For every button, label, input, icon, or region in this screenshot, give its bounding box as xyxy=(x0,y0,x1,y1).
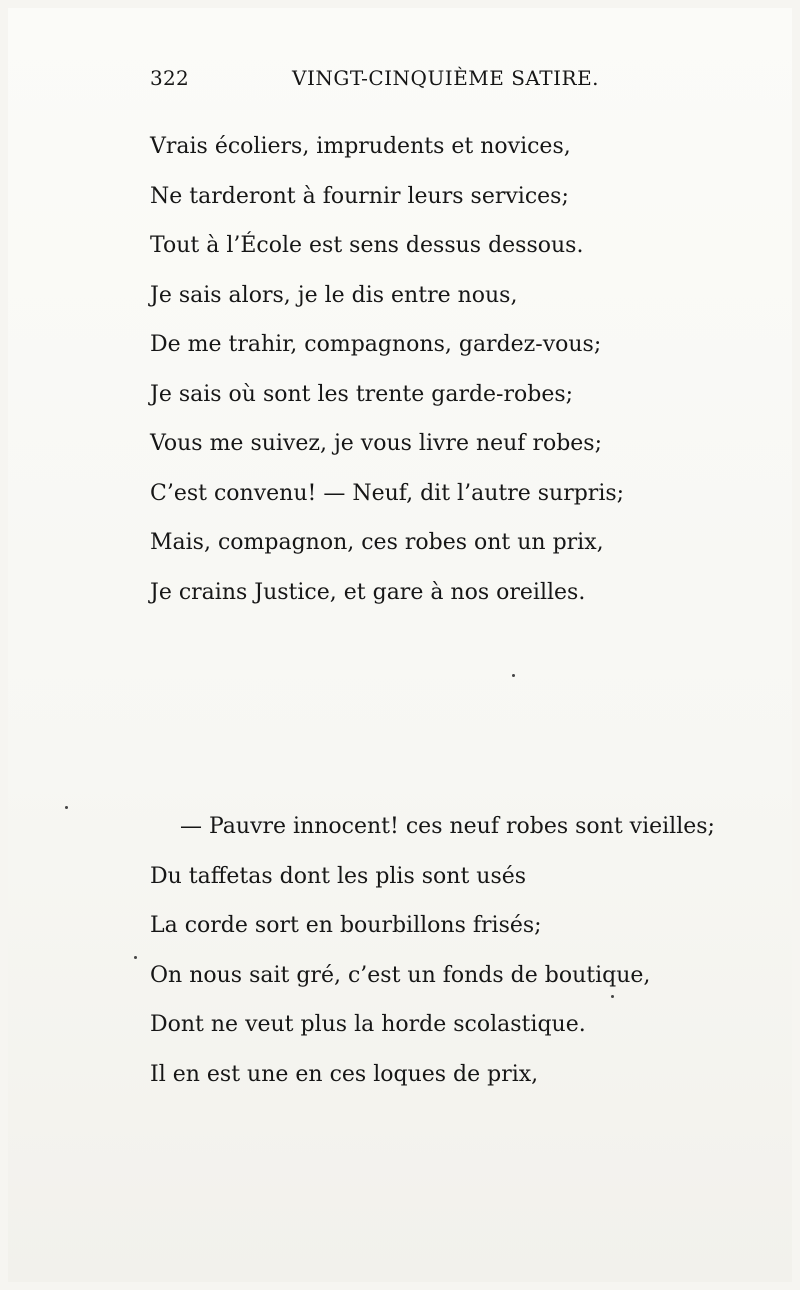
verse-line: De me trahir, compagnons, gardez-vous; xyxy=(150,332,602,357)
verse-line: Il en est une en ces loques de prix, xyxy=(150,1061,539,1087)
verse-line: Ne tarderont à fournir leurs services; xyxy=(150,183,569,209)
verse-line: Je sais où sont les trente garde-robes; xyxy=(150,381,574,407)
verse-line: La corde sort en bourbillons frisés; xyxy=(150,913,542,938)
ink-speck xyxy=(65,806,68,809)
verse-line: Du taffetas dont les plis sont usés xyxy=(150,863,527,889)
stanza-1 xyxy=(150,122,670,617)
verse-line: Dont ne veut plus la horde scolastique. xyxy=(150,1012,586,1037)
stanza-2 xyxy=(150,802,715,1099)
verse-line: Tout à l’École est sens dessus dessous. xyxy=(150,233,584,258)
page-number: 322 xyxy=(150,66,190,90)
running-title: VINGT-CINQUIÈME SATIRE. xyxy=(292,66,600,90)
verse-line: — Pauvre innocent! ces neuf robes sont vieilles; xyxy=(180,814,715,839)
page-header xyxy=(150,66,620,100)
ink-speck xyxy=(134,956,137,959)
ink-speck xyxy=(512,674,515,677)
verse-line: Vrais écoliers, imprudents et novices, xyxy=(150,134,571,159)
verse-line: Je crains Justice, et gare à nos oreilles. xyxy=(150,579,586,605)
verse-line: Vous me suivez, je vous livre neuf robes; xyxy=(150,431,603,456)
ink-speck xyxy=(611,995,614,998)
verse-line: C’est convenu! — Neuf, dit l’autre surpris; xyxy=(150,480,625,506)
book-page xyxy=(8,8,792,1282)
verse-line: Je sais alors, je le dis entre nous, xyxy=(150,282,518,308)
verse-line: On nous sait gré, c’est un fonds de boutique, xyxy=(150,962,651,988)
verse-line: Mais, compagnon, ces robes ont un prix, xyxy=(150,530,604,555)
